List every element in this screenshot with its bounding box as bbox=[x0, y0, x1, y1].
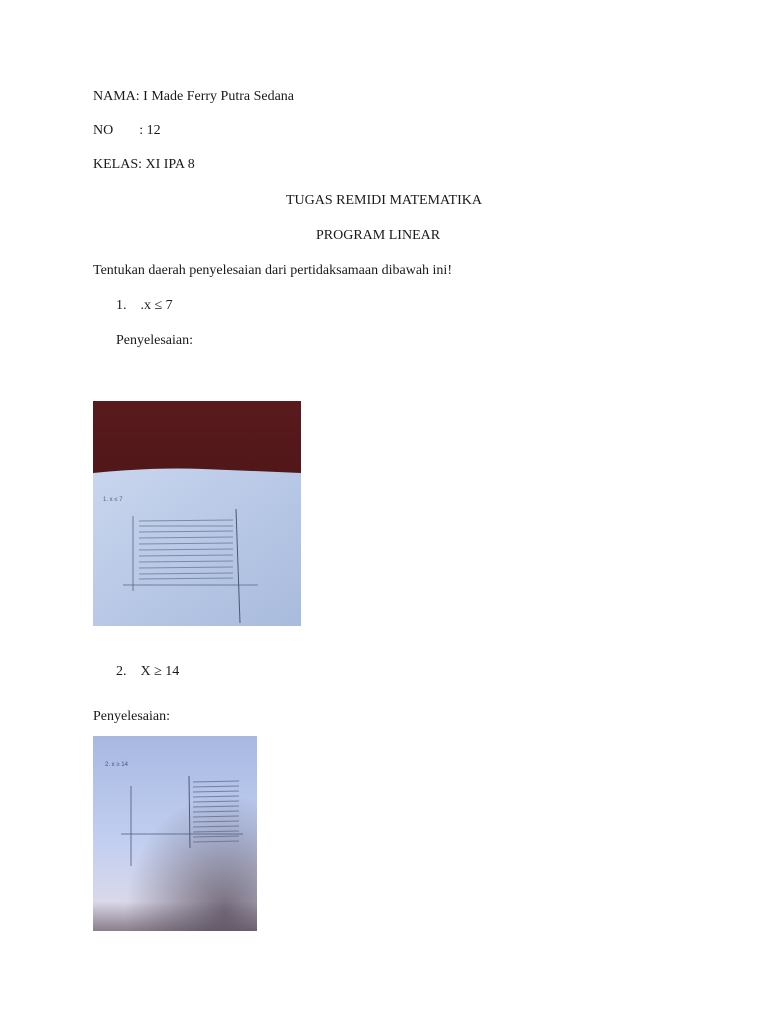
instruction-text: Tentukan daerah penyelesaian dari pertidaksamaan dibawah ini! bbox=[93, 263, 452, 278]
student-name: NAMA: I Made Ferry Putra Sedana bbox=[93, 89, 295, 104]
photo-2-note: 2. x ≥ 14 bbox=[105, 762, 128, 768]
problem-1-expression: .x ≤ 7 bbox=[140, 298, 173, 313]
problem-2-solution-label: Penyelesaian: bbox=[93, 709, 170, 724]
problem-2-expression: X ≥ 14 bbox=[140, 664, 180, 679]
assignment-subtitle: PROGRAM LINEAR bbox=[316, 228, 441, 243]
photo-1-note: 1. x ≤ 7 bbox=[103, 497, 123, 503]
problem-1 bbox=[116, 298, 173, 314]
number-label: NO bbox=[93, 123, 114, 138]
solution-photo-1 bbox=[93, 401, 301, 626]
number-value: : 12 bbox=[139, 123, 161, 138]
problem-2-number: 2. bbox=[116, 664, 127, 679]
assignment-title: TUGAS REMIDI MATEMATIKA bbox=[286, 193, 482, 208]
problem-1-number: 1. bbox=[116, 298, 127, 313]
student-number bbox=[93, 123, 161, 139]
problem-2 bbox=[116, 664, 179, 680]
student-class: KELAS: XI IPA 8 bbox=[93, 157, 195, 172]
solution-photo-2 bbox=[93, 736, 257, 931]
problem-1-solution-label: Penyelesaian: bbox=[116, 333, 193, 348]
